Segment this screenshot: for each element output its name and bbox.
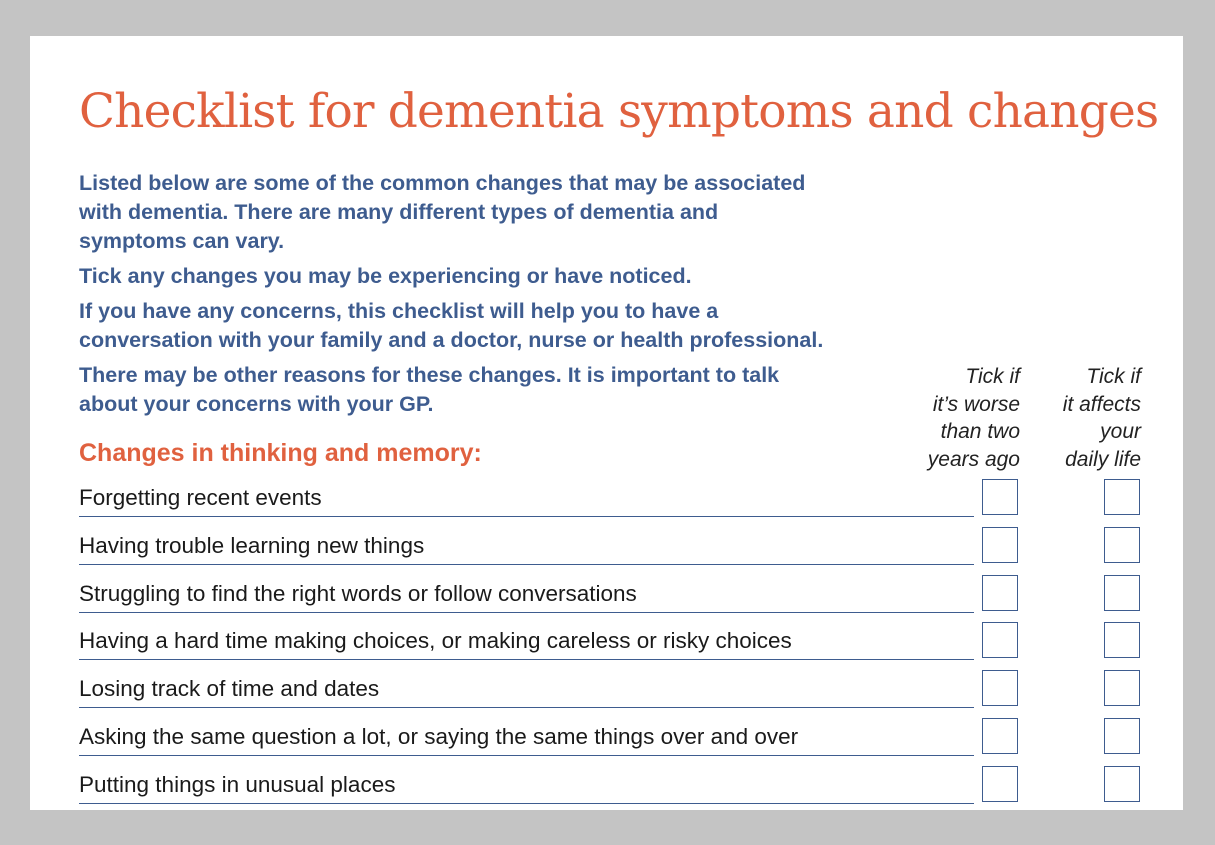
intro-paragraph-2 — [79, 262, 823, 291]
symptom-label: Forgetting recent events — [79, 479, 974, 517]
worse-checkbox[interactable] — [982, 479, 1018, 515]
worse-checkbox[interactable] — [982, 766, 1018, 802]
daily-life-checkbox[interactable] — [1104, 575, 1140, 611]
column-header-line: it’s worse — [932, 392, 1020, 416]
checklist-items — [79, 479, 1143, 810]
intro-line: Listed below are some of the common changes that may be associated — [79, 171, 806, 195]
intro-paragraph-4 — [79, 361, 823, 419]
symptom-label: Losing track of time and dates — [79, 670, 974, 708]
intro-line: Tick any changes you may be experiencing or have noticed. — [79, 264, 692, 288]
daily-life-checkbox[interactable] — [1104, 527, 1140, 563]
worse-checkbox[interactable] — [982, 527, 1018, 563]
symptom-label: Having trouble learning new things — [79, 527, 974, 565]
intro-line: symptoms can vary. — [79, 229, 285, 253]
daily-life-checkbox[interactable] — [1104, 670, 1140, 706]
intro-text — [79, 169, 823, 425]
worse-checkbox[interactable] — [982, 718, 1018, 754]
column-header-line: years ago — [927, 447, 1020, 471]
intro-line: conversation with your family and a doctor, nurse or health professional. — [79, 328, 824, 352]
symptom-label: Asking the same question a lot, or saying the same things over and over — [79, 718, 974, 756]
column-header-line: than two — [940, 420, 1020, 443]
symptom-label: Struggling to find the right words or follow conversations — [79, 575, 974, 613]
intro-paragraph-3 — [79, 297, 823, 355]
intro-line: with dementia. There are many different types of dementia and — [79, 200, 719, 224]
checklist-row — [79, 670, 1143, 718]
checklist-row — [79, 479, 1143, 527]
symptom-label: Putting things in unusual places — [79, 766, 974, 804]
column-header-line: Tick if — [1086, 365, 1141, 388]
checklist-row — [79, 718, 1143, 766]
daily-life-checkbox[interactable] — [1104, 622, 1140, 658]
checklist-row — [79, 527, 1143, 575]
column-header-line: it affects — [1062, 392, 1141, 416]
intro-line: about your concerns with your GP. — [79, 392, 434, 416]
daily-life-checkbox[interactable] — [1104, 766, 1140, 802]
intro-paragraph-1 — [79, 169, 823, 256]
daily-life-checkbox[interactable] — [1104, 479, 1140, 515]
worse-checkbox[interactable] — [982, 670, 1018, 706]
column-header-line: your — [1100, 420, 1141, 443]
checklist-row — [79, 766, 1143, 810]
checklist-page — [30, 36, 1183, 810]
symptom-label: Having a hard time making choices, or making careless or risky choices — [79, 622, 974, 660]
checklist-row — [79, 622, 1143, 670]
daily-life-checkbox[interactable] — [1104, 718, 1140, 754]
worse-checkbox[interactable] — [982, 622, 1018, 658]
checklist-row — [79, 575, 1143, 623]
intro-line: If you have any concerns, this checklist will help you to have a — [79, 299, 719, 323]
column-header-line: Tick if — [965, 365, 1020, 388]
intro-line: There may be other reasons for these changes. It is important to talk — [79, 363, 780, 387]
page-title: Checklist for dementia symptoms and changes — [79, 84, 1159, 139]
worse-checkbox[interactable] — [982, 575, 1018, 611]
column-header-worse — [928, 363, 1020, 473]
column-header-line: daily life — [1065, 447, 1141, 471]
column-header-daily-life — [1063, 363, 1141, 473]
section-title: Changes in thinking and memory: — [79, 439, 482, 467]
